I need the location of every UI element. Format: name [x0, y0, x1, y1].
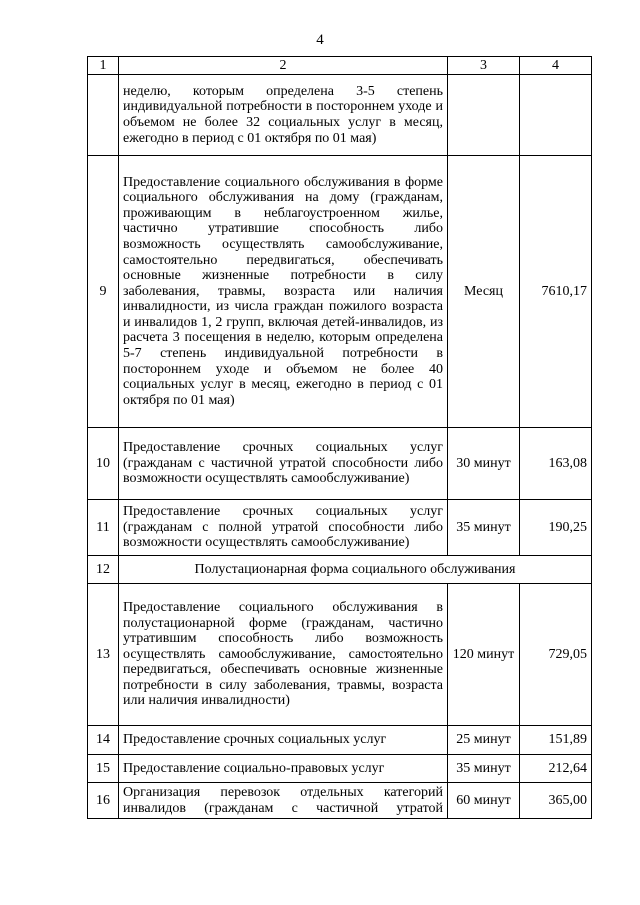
- row-number: 16: [88, 783, 119, 819]
- row-number: 9: [88, 156, 119, 428]
- service-unit: 35 минут: [448, 755, 520, 783]
- row-number: 12: [88, 556, 119, 584]
- table-row: [88, 726, 592, 755]
- column-header: 2: [119, 57, 448, 75]
- table-row: [88, 500, 592, 556]
- service-price: 151,89: [520, 726, 592, 755]
- table-row: [88, 755, 592, 783]
- service-description: Предоставление социального обслуживания в полустационарной форме (гражданам, частично утратившим способность либо возможность осуществлять самообслуживание, самостоятельно передвигаться, обеспечивать основные жизненные потребности в силу заболевания, травмы, возраста или наличия инвалидности): [119, 584, 448, 726]
- column-header: 1: [88, 57, 119, 75]
- table-row: [88, 75, 592, 156]
- service-description: неделю, которым определена 3-5 степень индивидуальной потребности в постороннем уходе и объемом не более 32 социальных услуг в месяц, ежегодно в период с 01 октября по 01 мая): [119, 75, 448, 156]
- section-row: [88, 556, 592, 584]
- table-header-row: [88, 57, 592, 75]
- service-price: 163,08: [520, 428, 592, 500]
- service-description: Предоставление срочных социальных услуг (гражданам с частичной утратой способности либо возможности осуществлять самообслуживание): [119, 428, 448, 500]
- service-unit: 35 минут: [448, 500, 520, 556]
- service-price: 7610,17: [520, 156, 592, 428]
- column-header: 4: [520, 57, 592, 75]
- service-unit: 25 минут: [448, 726, 520, 755]
- page-number: 4: [316, 32, 324, 48]
- table-row: [88, 428, 592, 500]
- service-description: Предоставление срочных социальных услуг: [119, 726, 448, 755]
- service-unit: 60 минут: [448, 783, 520, 819]
- section-title: Полустационарная форма социального обслуживания: [119, 556, 592, 584]
- column-header: 3: [448, 57, 520, 75]
- row-number: 14: [88, 726, 119, 755]
- service-description: Предоставление социального обслуживания в форме социального обслуживания на дому (гражданам, проживающим в неблагоустроенном жилье, частично утратившие способность либо возможность осуществлять самообслуживание, самостоятельно передвигаться, обеспечивать основные жизненные потребности в силу заболевания, травмы, возраста или наличия инвалидности, из числа граждан пожилого возраста и инвалидов 1, 2 групп, включая детей-инвалидов, из расчета 3 посещения в неделю, которым определена 5-7 степень индивидуальной потребности в постороннем уходе и объемом не более 40 социальных услуг в месяц, ежегодно в период с 01 октября по 01 мая): [119, 156, 448, 428]
- service-price: 212,64: [520, 755, 592, 783]
- service-description: Организация перевозок отдельных категорий инвалидов (гражданам с частичной утратой: [119, 783, 448, 819]
- service-unit: [448, 75, 520, 156]
- service-unit: Месяц: [448, 156, 520, 428]
- row-number: 15: [88, 755, 119, 783]
- service-price: [520, 75, 592, 156]
- service-unit: 120 минут: [448, 584, 520, 726]
- row-number: 11: [88, 500, 119, 556]
- row-number: [88, 75, 119, 156]
- table-row: [88, 156, 592, 428]
- row-number: 13: [88, 584, 119, 726]
- service-unit: 30 минут: [448, 428, 520, 500]
- table-row: [88, 584, 592, 726]
- service-price: 729,05: [520, 584, 592, 726]
- service-description: Предоставление социально-правовых услуг: [119, 755, 448, 783]
- service-description: Предоставление срочных социальных услуг (гражданам с полной утратой способности либо возможности осуществлять самообслуживание): [119, 500, 448, 556]
- service-price: 190,25: [520, 500, 592, 556]
- table-row: [88, 783, 592, 819]
- tariff-table: [87, 56, 592, 819]
- service-price: 365,00: [520, 783, 592, 819]
- row-number: 10: [88, 428, 119, 500]
